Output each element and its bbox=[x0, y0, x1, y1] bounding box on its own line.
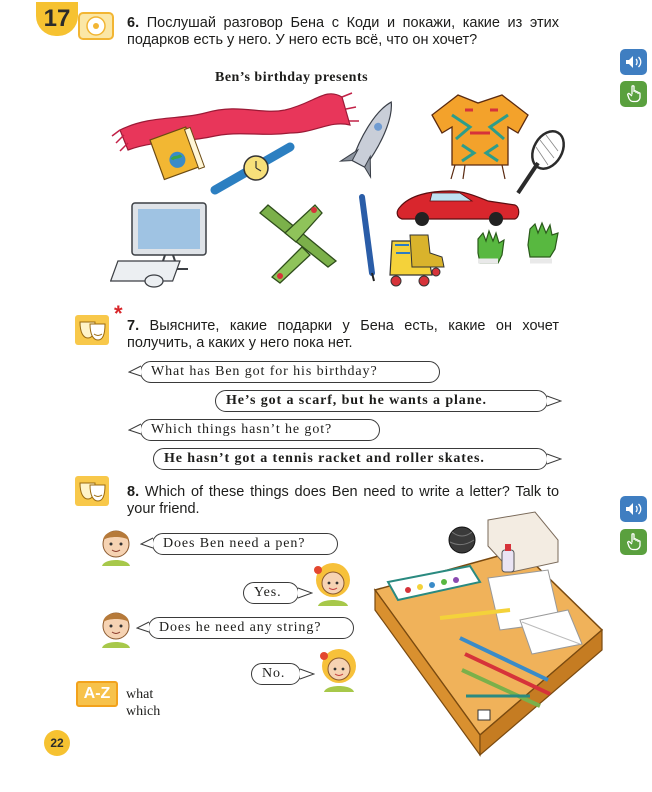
boy-avatar bbox=[96, 604, 136, 652]
bubble-text: Yes. bbox=[254, 585, 282, 600]
task-8-text: Which of these things does Ben need to write a letter? Talk to your friend. bbox=[127, 484, 560, 517]
task-6-instructions bbox=[127, 15, 559, 49]
bubble-text: What has Ben got for his birthday? bbox=[151, 364, 378, 379]
desk-illustration bbox=[370, 510, 610, 760]
touch-button-task-6[interactable] bbox=[620, 81, 647, 107]
bubble-text: Does Ben need a pen? bbox=[163, 536, 306, 551]
speaker-icon bbox=[625, 55, 643, 69]
pen-picture bbox=[362, 197, 374, 281]
girl-avatar bbox=[316, 642, 362, 694]
dictionary-icon bbox=[76, 681, 118, 707]
bubble-text: Does he need any string? bbox=[159, 620, 322, 635]
vocab-word-which: which bbox=[126, 704, 161, 719]
presents-title: Ben’s birthday presents bbox=[215, 70, 369, 85]
hand-pointer-icon bbox=[627, 85, 641, 103]
star-icon: * bbox=[114, 301, 123, 326]
speaker-icon bbox=[625, 502, 643, 516]
bubble-text: He’s got a scarf, but he wants a plane. bbox=[226, 393, 487, 408]
tennis-racket-picture bbox=[518, 126, 570, 193]
bubble-tail bbox=[546, 452, 562, 466]
hand-pointer-icon bbox=[627, 533, 641, 551]
speech-bubble-string-question bbox=[148, 617, 354, 639]
vocab-word-what: what bbox=[126, 687, 154, 702]
scarf-picture bbox=[112, 93, 359, 151]
speech-bubble-pen-question bbox=[152, 533, 338, 555]
roller-skates-picture bbox=[390, 235, 444, 286]
task-6-text: Послушай разговор Бена с Коди и покажи, какие из этих подарков есть у него. У него есть всё, что он хочет? bbox=[127, 15, 559, 48]
page-number-text: 22 bbox=[50, 736, 64, 750]
bubble-text: Which things hasn’t he got? bbox=[151, 422, 333, 437]
touch-button-task-8[interactable] bbox=[620, 529, 647, 555]
boy-avatar bbox=[96, 522, 136, 570]
masks-icon bbox=[75, 315, 109, 345]
cd-icon bbox=[78, 12, 114, 40]
watch-picture bbox=[215, 147, 290, 190]
toy-car-picture bbox=[397, 191, 519, 226]
speech-bubble-question-2 bbox=[140, 419, 380, 441]
bubble-tail bbox=[128, 422, 142, 436]
task-7-number: 7. bbox=[127, 318, 140, 334]
speech-bubble-no bbox=[251, 663, 301, 685]
jacket-picture bbox=[432, 95, 528, 179]
speech-bubble-answer-2 bbox=[153, 448, 548, 470]
speech-bubble-answer-1 bbox=[215, 390, 548, 412]
bubble-text: No. bbox=[262, 666, 286, 681]
speech-bubble-question-1 bbox=[140, 361, 440, 383]
gloves-picture bbox=[478, 223, 558, 263]
speech-bubble-yes bbox=[243, 582, 299, 604]
bubble-tail bbox=[546, 394, 562, 408]
dictionary-icon-label: A-Z bbox=[83, 685, 111, 702]
bubble-text: He hasn’t got a tennis racket and roller skates. bbox=[164, 451, 485, 466]
audio-button-task-8[interactable] bbox=[620, 496, 647, 522]
bubble-tail bbox=[299, 667, 315, 681]
toy-plane-picture bbox=[260, 205, 336, 283]
masks-icon bbox=[75, 476, 109, 506]
lesson-number-badge bbox=[36, 2, 78, 36]
computer-picture bbox=[111, 203, 206, 287]
task-6-number: 6. bbox=[127, 15, 140, 31]
girl-avatar bbox=[310, 556, 356, 608]
rocket-picture bbox=[341, 94, 407, 177]
task-8-number: 8. bbox=[127, 484, 140, 500]
audio-button-task-6[interactable] bbox=[620, 49, 647, 75]
bubble-tail bbox=[128, 364, 142, 378]
bubble-tail bbox=[136, 620, 150, 634]
task-7-text: Выясните, какие подарки у Бена есть, какие он хочет получить, а каких у него пока нет. bbox=[127, 318, 560, 351]
page-number bbox=[44, 730, 70, 756]
lesson-number: 17 bbox=[43, 5, 71, 32]
task-7-instructions bbox=[127, 318, 559, 352]
bubble-tail bbox=[140, 536, 154, 550]
presents-illustration bbox=[110, 85, 570, 295]
